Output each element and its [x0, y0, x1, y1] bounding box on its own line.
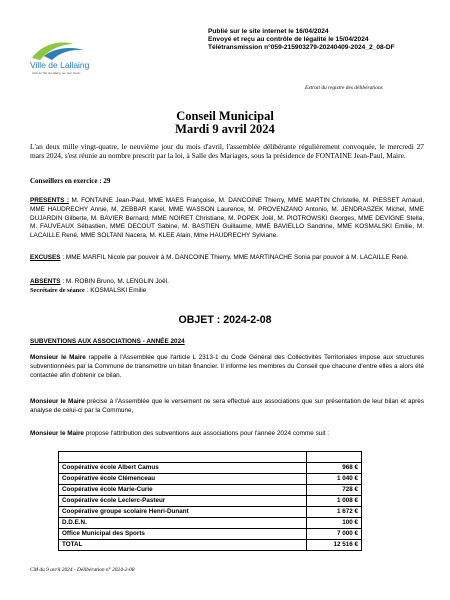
association-name: Coopérative école Clémenceau: [59, 474, 307, 485]
mayor-label: Monsieur le Maire: [30, 430, 84, 437]
table-row: [59, 496, 362, 507]
subsidy-amount: 1 040 €: [307, 474, 362, 485]
paragraph-text: rappelle à l'Assemblée que l'article L 2313-1 du Code Général des Collectivités Territoriales impose aux structures subventionnées par la Commune de transmettre un bilan financier. Il informe les membres du Conseil que chacune d'entre elles a alors été contactée afin d'obtenir ce bilan.: [30, 354, 424, 379]
table-row: [59, 474, 362, 485]
table-row: [59, 485, 362, 496]
subsidy-amount: [307, 452, 362, 463]
secretary-name: : KOSMALSKI Emilie: [84, 287, 147, 294]
absents-label: ABSENTS: [30, 278, 61, 285]
subsidies-title: SUBVENTIONS AUX ASSOCIATIONS - ANNÉE 2024: [30, 338, 185, 345]
association-name: Coopérative école Leclerc-Pasteur: [59, 496, 307, 507]
publication-notices: [208, 28, 395, 52]
secretary-label: Secrétaire de séance: [30, 287, 85, 294]
subsidy-amount: 7 000 €: [307, 529, 362, 540]
publication-date: Publié sur le site internet le 16/04/2024: [208, 28, 329, 35]
subsidy-amount: 968 €: [307, 463, 362, 474]
table-row: [59, 507, 362, 518]
excuses-paragraph: [30, 254, 424, 263]
association-name: D.D.E.N.: [59, 518, 307, 529]
mayor-paragraph-2: [30, 398, 424, 416]
object-heading: OBJET : 2024-2-08: [178, 314, 272, 326]
excuses-label: EXCUSES: [30, 254, 61, 261]
paragraph-text: précise à l'Assemblée que le versement ne sera effectué aux associations que sur présentation de leur bilan et après analyse de celui-ci par la Commune,: [30, 398, 425, 414]
councillors-count: Conseillers en exercice : 29: [30, 177, 111, 185]
intro-paragraph: L'an deux mille vingt-quatre, le neuvième jour du mois d'avril, l'assemblée délibérante régulièrement convoquée, le mercredi 27 mars 2024, s'est réunie au nombre prescrit par la loi, à Salle des Mariages, sous la présidence de FONTAINE Jean-Paul, Maire.: [30, 142, 424, 161]
table-row: [59, 518, 362, 529]
subsidy-amount: 1 008 €: [307, 496, 362, 507]
presents-paragraph: [30, 197, 424, 241]
presents-label: PRESENTS :: [30, 197, 70, 204]
total-label: TOTAL: [59, 540, 307, 551]
secretary-paragraph: [30, 287, 424, 296]
table-row: [59, 452, 362, 463]
table-row: [59, 529, 362, 540]
document-title: Conseil Municipal: [176, 109, 274, 123]
total-amount: 12 516 €: [307, 540, 362, 551]
paragraph-text: propose l'attribution des subventions aux associations pour l'année 2024 comme suit :: [83, 430, 330, 437]
absents-list: : M. ROBIN Bruno, M. LENGLIN Joël.: [60, 278, 169, 285]
table-total-row: [59, 540, 362, 551]
subsidies-table: [58, 451, 362, 551]
subsidy-amount: 100 €: [307, 518, 362, 529]
association-name: Coopérative école Marie-Curie: [59, 485, 307, 496]
excuses-list: : MME MARFIL Nicole par pouvoir à M. DANCOINE Thierry, MME MARTINACHE Sonia par pouvoir à M. LACAILLE René.: [60, 254, 409, 261]
table-row: [59, 463, 362, 474]
teletransmission-number: Télétransmission n°059-215903279-20240409-2024_2_08-DF: [208, 44, 395, 51]
association-name: Office Municipal des Sports: [59, 529, 307, 540]
registry-extract-label: Extrait du registre des délibérations: [305, 85, 383, 91]
mayor-label: Monsieur le Maire: [30, 354, 86, 361]
association-name: Coopérative école Albert Camus: [59, 463, 307, 474]
presents-list: M. FONTAINE Jean-Paul, MME MAES Françoise, M. DANCOINE Thierry, MME MARTIN Christelle, M. PIESSET Arnaud, MME HAUDRECHY Annie, M. ZEBBAR Karel, MME WASSON Laurence, M. PROVENZANO Antonio, M. JENDRASZEK Michel, MME DUJARDIN Gilberte, M. BAVIER Bernard, MME NOIRET Christiane, M. POPEK Joël, M. PIOTROWSKI Georges, MME DEVIGNE Stella, M. FAUVEAUX Sébastien, MME DECOUT Sabine, M. BASTIEN Guillaume, MME BAVIELLO Sandrine, MME KOSMALSKI Emilie, M. LACAILLE René, MME SOLTANI Nacera, M. KLEE Alain, Mme HAUDRECHY Sylviane.: [30, 197, 424, 240]
mayor-label: Monsieur le Maire: [30, 398, 85, 405]
legality-date: Envoyé et reçu au contrôle de légalité le 15/04/2024: [208, 36, 369, 43]
town-logo: [30, 38, 140, 110]
absents-paragraph: [30, 278, 424, 287]
logo-subtitle: Hôtel de Ville de Lallaing, rue Jean Jaurès: [32, 72, 81, 75]
mayor-paragraph-1: [30, 354, 424, 380]
mayor-paragraph-3: [30, 430, 424, 439]
page-footer: CM du 9 avril 2024 - Délibération n° 2024-2-08: [30, 567, 135, 573]
association-name: Coopérative groupe scolaire Henri-Dunant: [59, 507, 307, 518]
logo-swoosh-icon: [30, 38, 90, 62]
association-name: [59, 452, 307, 463]
subsidy-amount: 1 672 €: [307, 507, 362, 518]
logo-name: Ville de Lallaing: [30, 60, 90, 70]
subsidy-amount: 728 €: [307, 485, 362, 496]
meeting-date: Mardi 9 avril 2024: [175, 122, 275, 136]
